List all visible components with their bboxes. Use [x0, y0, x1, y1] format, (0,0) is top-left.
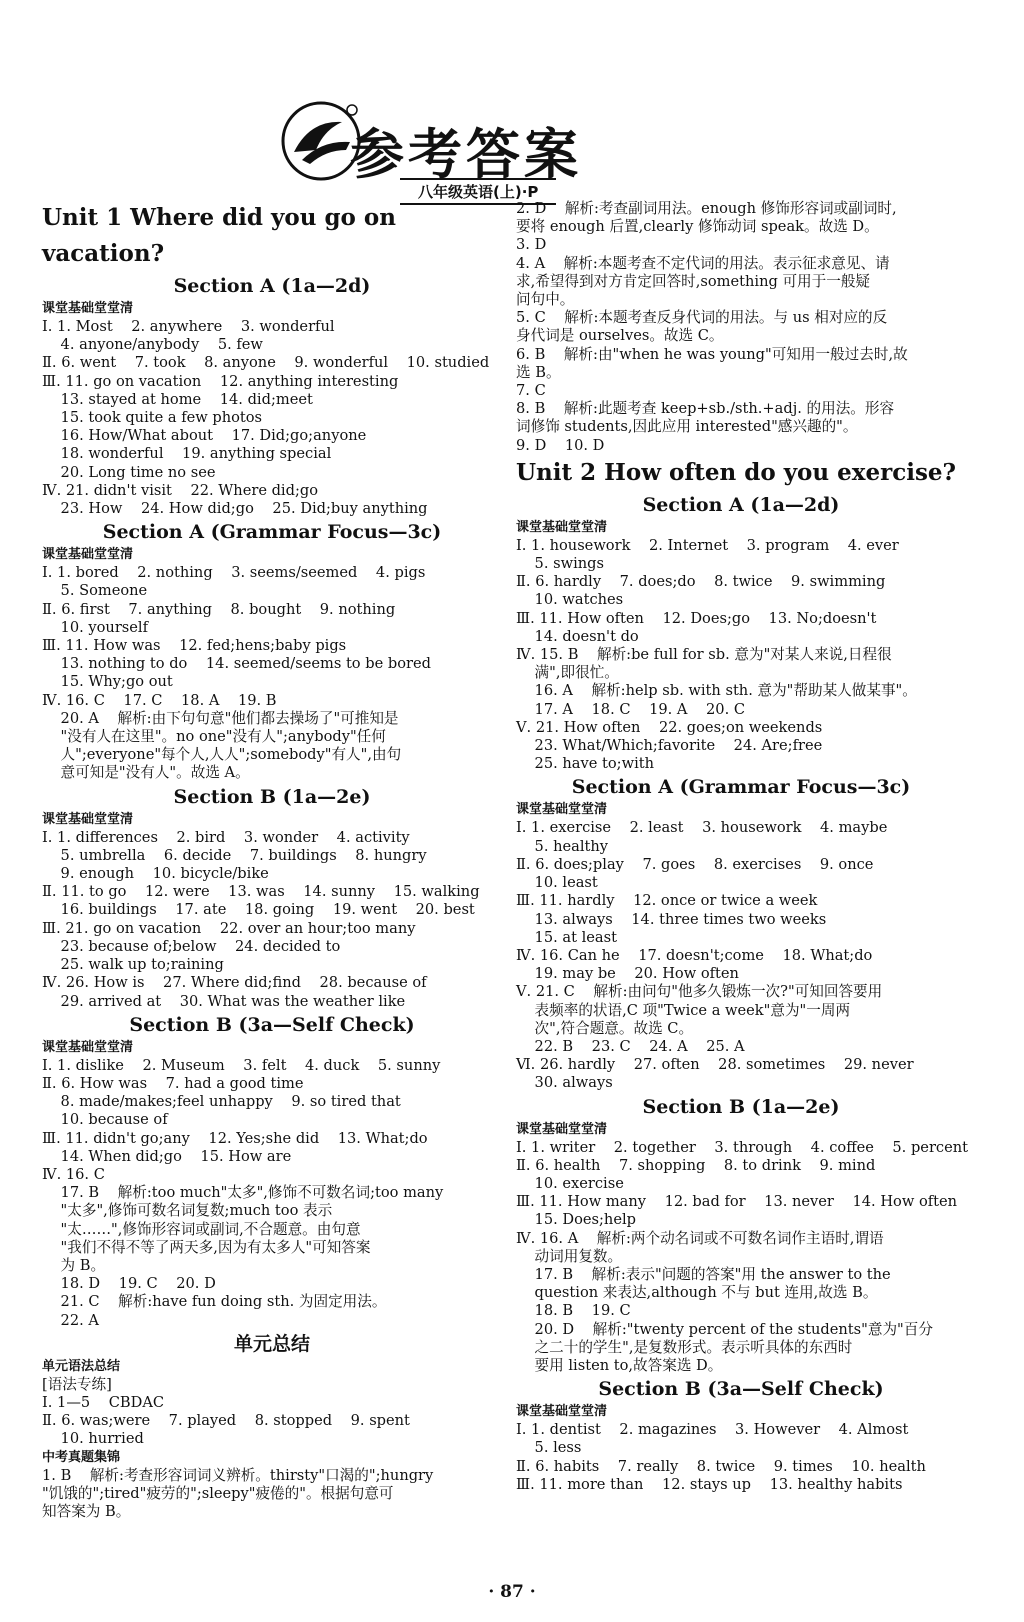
subsection-label: 课堂基础堂堂清 [42, 1039, 134, 1055]
subsection-label: 单元语法总结 [42, 1358, 121, 1374]
answer-line: 20. Long time no see [42, 463, 216, 481]
answer-line: 19. may be 20. How often [516, 965, 739, 983]
answer-line: Ⅳ. 16. C 17. C 18. A 19. B [42, 691, 277, 709]
page-header [0, 100, 1024, 200]
left-column [42, 200, 502, 1521]
answer-line: 5. less [516, 1439, 582, 1457]
subsection-label: 课堂基础堂堂清 [42, 547, 134, 563]
page-number: · 87 · [488, 1582, 536, 1602]
unit-heading: Unit 2 How often do you exercise? [516, 458, 957, 486]
answer-line: 15. took quite a few photos [42, 409, 263, 427]
answer-line: 2. D 解析:考查副词用法。enough 修饰形容词或副词时, [516, 200, 897, 217]
section-heading: Section A (Grammar Focus—3c) [571, 776, 911, 799]
section-heading: Section A (1a—2d) [642, 493, 840, 516]
answer-line: Ⅲ. 11. How often 12. Does;go 13. No;doesn't [516, 609, 877, 627]
answer-line: Ⅳ. 16. A 解析:两个动名词或不可数名词作主语时,谓语 [516, 1229, 884, 1247]
answer-line: Ⅳ. 16. C [42, 1165, 105, 1183]
answer-line: 5. swings [516, 555, 604, 573]
answer-line: Ⅳ. 26. How is 27. Where did;find 28. because of [42, 974, 427, 992]
subsection-label: 课堂基础堂堂清 [516, 519, 608, 535]
answer-line: 1. B 解析:考查形容词词义辨析。thirsty"口渴的";hungry [42, 1466, 434, 1484]
answer-line: 之二十的学生",是复数形式。表示听具体的东西时 [516, 1338, 853, 1356]
answer-line: 15. at least [516, 928, 617, 946]
answer-line: 13. stayed at home 14. did;meet [42, 390, 313, 408]
answer-line: 求,希望得到对方肯定回答时,something 可用于一般疑 [516, 272, 871, 290]
page-subtitle: 八年级英语(上)·P [400, 178, 556, 205]
answer-line: 20. D 解析:"twenty percent of the students"意为"百分 [516, 1320, 933, 1338]
answer-line: Ⅰ. 1. Most 2. anywhere 3. wonderful [42, 318, 335, 335]
answer-line: "没有人在这里"。no one"没有人";anybody"任何 [42, 728, 386, 746]
section-heading: Section B (1a—2e) [642, 1095, 840, 1118]
answer-line: 10. watches [516, 591, 624, 609]
answer-line: Ⅵ. 26. hardly 27. often 28. sometimes 29. never [516, 1056, 914, 1074]
answer-line: 22. B 23. C 24. A 25. A [516, 1037, 745, 1055]
answer-line: 15. Why;go out [42, 673, 173, 691]
answer-line: Ⅰ. 1. bored 2. nothing 3. seems/seemed 4. pigs [42, 564, 426, 582]
subsection-label: 课堂基础堂堂清 [516, 802, 608, 818]
answer-line: Ⅰ. 1—5 CBDAC [42, 1393, 165, 1411]
answer-line: 6. B 解析:由"when he was young"可知用一般过去时,故 [516, 345, 908, 363]
answer-line: 16. How/What about 17. Did;go;anyone [42, 427, 367, 445]
answer-line: Ⅳ. 15. B 解析:be full for sb. 意为"对某人来说,日程很 [516, 646, 892, 664]
answer-line: 14. When did;go 15. How are [42, 1147, 292, 1165]
answer-line: Ⅲ. 11. go on vacation 12. anything interesting [42, 372, 399, 390]
answer-line: 5. healthy [516, 837, 609, 855]
answer-line: 动词用复数。 [516, 1247, 623, 1265]
answer-line: 13. nothing to do 14. seemed/seems to be bored [42, 655, 431, 673]
answer-line: 4. A 解析:本题考查不定代词的用法。表示征求意见、请 [516, 254, 890, 272]
answer-line: Ⅲ. 11. hardly 12. once or twice a week [516, 892, 818, 910]
answer-line: 为 B。 [42, 1256, 106, 1274]
subsection-label: 课堂基础堂堂清 [516, 1404, 608, 1420]
answer-line: 25. walk up to;raining [42, 956, 224, 974]
answer-line: Ⅴ. 21. How often 22. goes;on weekends [516, 718, 823, 736]
answer-line: 满",即很忙。 [516, 664, 619, 682]
section-heading: Section B (1a—2e) [173, 785, 371, 808]
answer-line: 9. enough 10. bicycle/bike [42, 865, 269, 883]
answer-line: 选 B。 [516, 363, 561, 381]
answer-line: 10. yourself [42, 618, 149, 636]
answer-line: Ⅴ. 21. C 解析:由问句"他多久锻炼一次?"可知回答要用 [516, 983, 883, 1001]
answer-line: 16. buildings 17. ate 18. going 19. went 20. best [42, 901, 475, 919]
answer-line: Ⅱ. 6. How was 7. had a good time [42, 1074, 304, 1092]
answer-line: Ⅱ. 6. does;play 7. goes 8. exercises 9. once [516, 855, 874, 873]
answer-line: 13. always 14. three times two weeks [516, 910, 827, 928]
section-heading: Section B (3a—Self Check) [129, 1013, 415, 1036]
answer-line: 10. exercise [516, 1174, 624, 1192]
answer-line: 15. Does;help [516, 1211, 636, 1229]
answer-line: 30. always [516, 1074, 613, 1092]
answer-line: 17. B 解析:too much"太多",修饰不可数名词;too many [42, 1184, 444, 1202]
right-column [516, 200, 966, 1494]
answer-line: 人";everyone"每个人,人人";somebody"有人",由句 [42, 746, 402, 764]
answer-line: 表频率的状语,C 项"Twice a week"意为"一周两 [516, 1001, 851, 1019]
answer-line: Ⅱ. 6. health 7. shopping 8. to drink 9. mind [516, 1156, 876, 1174]
answer-line: Ⅲ. 11. How many 12. bad for 13. never 14. How often [516, 1193, 958, 1211]
answer-line: Ⅰ. 1. dentist 2. magazines 3. However 4. Almost [516, 1421, 909, 1439]
answer-line: Ⅱ. 6. first 7. anything 8. bought 9. nothing [42, 600, 396, 618]
answer-line: 5. umbrella 6. decide 7. buildings 8. hungry [42, 846, 427, 864]
subsection-label: 课堂基础堂堂清 [42, 301, 134, 316]
answer-line: Ⅱ. 6. habits 7. really 8. twice 9. times 10. health [516, 1457, 926, 1475]
answer-line: 10. because of [42, 1111, 168, 1129]
answer-line: Ⅰ. 1. differences 2. bird 3. wonder 4. activity [42, 828, 410, 846]
answer-line: Ⅲ. 11. How was 12. fed;hens;baby pigs [42, 637, 347, 655]
answer-line: [语法专练] [42, 1375, 112, 1393]
answer-line: 20. A 解析:由下句句意"他们都去操场了"可推知是 [42, 709, 399, 727]
answer-line: Ⅳ. 21. didn't visit 22. Where did;go [42, 481, 318, 499]
answer-line: 身代词是 ourselves。故选 C。 [516, 327, 724, 345]
section-heading: Section A (1a—2d) [173, 275, 371, 297]
answer-line: 9. D 10. D [516, 436, 605, 454]
answer-line: 17. A 18. C 19. A 20. C [516, 700, 746, 718]
answer-line: 16. A 解析:help sb. with sth. 意为"帮助某人做某事"。 [516, 682, 917, 700]
answer-line: Ⅱ. 6. went 7. took 8. anyone 9. wonderful 10. studied [42, 354, 490, 372]
answer-line: Ⅰ. 1. housework 2. Internet 3. program 4. ever [516, 536, 899, 554]
answer-line: 意可知是"没有人"。故选 A。 [42, 764, 250, 782]
answer-line: 5. C 解析:本题考查反身代词的用法。与 us 相对应的反 [516, 309, 888, 327]
answer-line: "我们不得不等了两天多,因为有太多人"可知答案 [42, 1238, 371, 1256]
answer-line: 25. have to;with [516, 755, 655, 773]
answer-line: 18. D 19. C 20. D [42, 1275, 216, 1293]
unit-heading: Unit 1 Where did you go on vacation? [42, 204, 396, 267]
answer-line: 8. made/makes;feel unhappy 9. so tired that [42, 1093, 401, 1111]
answer-line: 22. A [42, 1311, 99, 1329]
answer-line: Ⅲ. 21. go on vacation 22. over an hour;too many [42, 919, 416, 937]
answer-line: 8. B 解析:此题考查 keep+sb./sth.+adj. 的用法。形容 [516, 400, 895, 418]
answer-line: Ⅳ. 16. Can he 17. doesn't;come 18. What;do [516, 946, 873, 964]
answer-line: Ⅱ. 6. hardly 7. does;do 8. twice 9. swimming [516, 573, 886, 591]
answer-line: 18. B 19. C [516, 1302, 631, 1320]
subsection-label: 中考真题集锦 [42, 1449, 121, 1465]
answer-line: 问句中。 [516, 291, 575, 309]
answer-line: 10. least [516, 874, 598, 892]
section-heading: Section B (3a—Self Check) [598, 1378, 884, 1401]
answer-line: 次",符合题意。故选 C。 [516, 1019, 694, 1037]
answer-line: "饥饿的";tired"疲劳的";sleepy"疲倦的"。根据句意可 [42, 1484, 394, 1502]
subsection-label: 课堂基础堂堂清 [516, 1121, 608, 1137]
answer-line: Ⅲ. 11. didn't go;any 12. Yes;she did 13. What;do [42, 1129, 428, 1147]
answer-line: 23. because of;below 24. decided to [42, 937, 341, 955]
answer-line: 21. C 解析:have fun doing sth. 为固定用法。 [42, 1293, 387, 1311]
answer-line: 7. C [516, 382, 546, 400]
subsection-label: 课堂基础堂堂清 [42, 811, 134, 827]
answer-line: 知答案为 B。 [42, 1502, 131, 1520]
answer-line: Ⅱ. 11. to go 12. were 13. was 14. sunny 15. walking [42, 883, 480, 901]
section-heading: Section A (Grammar Focus—3c) [102, 521, 442, 544]
answer-line: 18. wonderful 19. anything special [42, 445, 332, 463]
answer-line: "太……",修饰形容词或副词,不合题意。由句意 [42, 1220, 361, 1238]
answer-line: 14. doesn't do [516, 627, 639, 645]
answer-line: Ⅱ. 6. was;were 7. played 8. stopped 9. spent [42, 1412, 410, 1430]
answer-line: Ⅰ. 1. dislike 2. Museum 3. felt 4. duck 5. sunny [42, 1056, 441, 1074]
answer-line: Ⅲ. 11. more than 12. stays up 13. healthy habits [516, 1475, 903, 1493]
answer-line: 3. D [516, 236, 547, 254]
page-title: 参考答案 [350, 123, 582, 186]
answer-line: 10. hurried [42, 1430, 144, 1448]
answer-line: 23. What/Which;favorite 24. Are;free [516, 737, 823, 755]
answer-line: question 来表达,although 不与 but 连用,故选 B。 [516, 1284, 878, 1302]
answer-line: 23. How 24. How did;go 25. Did;buy anything [42, 500, 428, 518]
answer-line: 29. arrived at 30. What was the weather like [42, 992, 406, 1010]
answer-line: 词修饰 students,因此应用 interested"感兴趣的"。 [516, 418, 858, 436]
answer-line: 4. anyone/anybody 5. few [42, 336, 263, 354]
answer-line: Ⅰ. 1. writer 2. together 3. through 4. coffee 5. percent [516, 1138, 968, 1156]
answer-line: 要用 listen to,故答案选 D。 [516, 1356, 723, 1374]
answer-line: "太多",修饰可数名词复数;much too 表示 [42, 1202, 333, 1220]
section-heading: 单元总结 [233, 1332, 310, 1355]
answer-line: Ⅰ. 1. exercise 2. least 3. housework 4. maybe [516, 819, 888, 837]
answer-line: 17. B 解析:表示"问题的答案"用 the answer to the [516, 1265, 891, 1283]
answer-line: 5. Someone [42, 582, 148, 600]
answer-line: 要将 enough 后置,clearly 修饰动词 speak。故选 D。 [516, 218, 879, 236]
